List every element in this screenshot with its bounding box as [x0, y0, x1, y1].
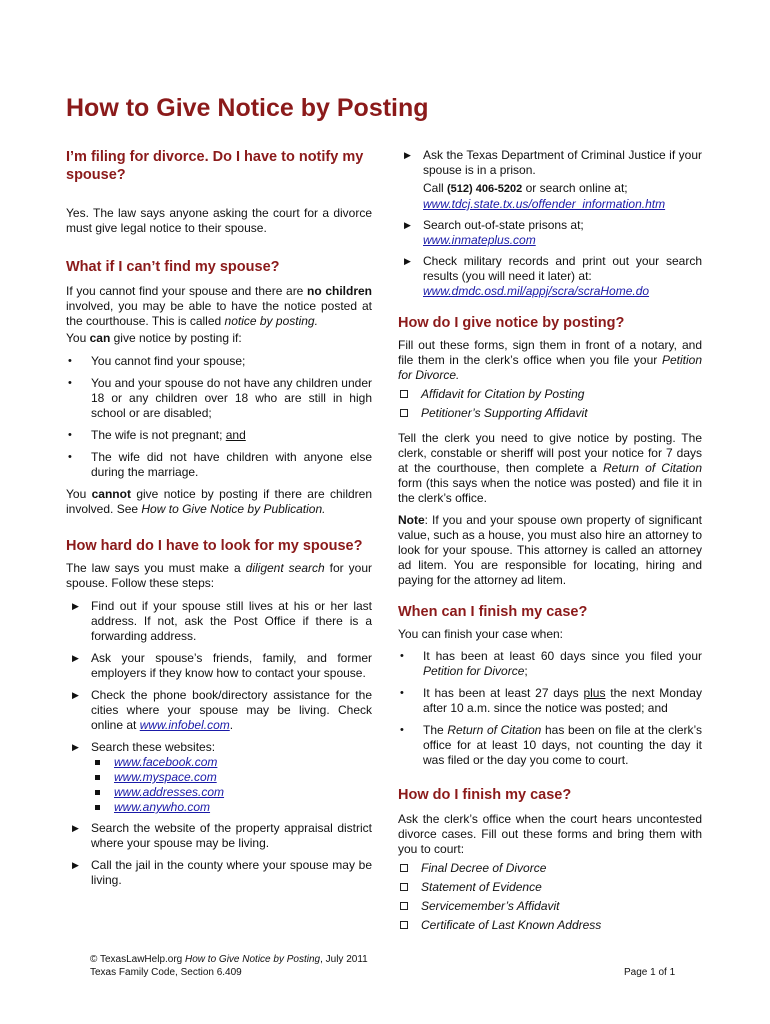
- section-heading-finish-how: How do I finish my case?: [398, 787, 572, 803]
- list-item: [91, 800, 372, 815]
- left-column: [66, 148, 372, 888]
- square-bullet-icon: [95, 760, 100, 765]
- arrow-right-icon: ▶: [72, 653, 79, 663]
- list-item: • The Return of Citation has been on file at the clerk’s office for at least 10 days, not counting the day it was filed or the day you come to court.: [400, 723, 703, 767]
- paragraph-fill-forms: Fill out these forms, sign them in front of a notary, and file them in the clerk’s office when you file your Petition for Divorce.: [398, 338, 702, 382]
- steps-list-continued: [398, 148, 702, 299]
- bullet-icon: •: [400, 724, 404, 736]
- checkbox-icon: [400, 921, 408, 929]
- square-bullet-icon: [95, 805, 100, 810]
- arrow-right-icon: ▶: [404, 150, 411, 160]
- footer-code-reference: Texas Family Code, Section 6.409: [90, 967, 242, 978]
- arrow-right-icon: ▶: [72, 601, 79, 611]
- checkbox-icon: [400, 864, 408, 872]
- bullet-icon: •: [68, 451, 72, 463]
- list-item: [91, 785, 372, 800]
- paragraph-can-post: You can give notice by posting if:: [66, 331, 242, 345]
- list-item: • The wife did not have children with anyone else during the marriage.: [68, 450, 372, 479]
- tdcj-link[interactable]: www.tdcj.state.tx.us/offender_information.htm: [423, 197, 666, 211]
- list-item: • It has been at least 27 days plus the next Monday after 10 a.m. since the notice was posted; and: [400, 686, 702, 715]
- section-heading-give-notice: How do I give notice by posting?: [398, 315, 625, 331]
- list-item: Certificate of Last Known Address: [398, 918, 702, 933]
- list-item: • You cannot find your spouse;: [68, 354, 246, 368]
- section-heading-finish-when: When can I finish my case?: [398, 604, 588, 620]
- right-column: [398, 148, 702, 933]
- page-title: How to Give Notice by Posting: [66, 94, 429, 122]
- paragraph-note: Note: If you and your spouse own property of significant value, such as a house, you must also hire an attorney to look for your spouse. This attorney is called an attorney ad litem. You are responsible for locating, hiring and paying for the attorney ad litem.: [398, 513, 702, 587]
- arrow-right-icon: ▶: [72, 823, 79, 833]
- forms-list-court: [398, 861, 702, 933]
- list-item: Statement of Evidence: [398, 880, 702, 895]
- checkbox-icon: [400, 883, 408, 891]
- list-item: • The wife is not pregnant; and: [68, 428, 246, 442]
- paragraph-tell-clerk: Tell the clerk you need to give notice by posting. The clerk, constable or sheriff will post your notice for 7 days at the courthouse, then complete a Return of Citation form (this says when the notice was posted) and file it in the clerk’s office.: [398, 431, 702, 505]
- list-item: Final Decree of Divorce: [398, 861, 702, 876]
- list-item: [91, 770, 372, 785]
- bullet-icon: •: [68, 429, 72, 441]
- infobel-link[interactable]: www.infobel.com: [139, 718, 230, 732]
- paragraph-no-children: If you cannot find your spouse and there are no children involved, you may be able to have the notice posted at the courthouse. This is called notice by posting.: [66, 284, 373, 328]
- list-item: Petitioner’s Supporting Affidavit: [398, 406, 702, 421]
- inmateplus-link[interactable]: www.inmateplus.com: [423, 233, 536, 247]
- website-link[interactable]: www.facebook.com: [114, 755, 218, 769]
- arrow-right-icon: ▶: [72, 860, 79, 870]
- list-item: ▶ Ask the Texas Department of Criminal Justice if your spouse is in a prison. Call (512) 406-5202 or search online at; www.tdcj.state.tx.us/offender_information.htm: [404, 148, 702, 211]
- checkbox-icon: [400, 902, 408, 910]
- steps-list: [66, 599, 372, 888]
- square-bullet-icon: [95, 790, 100, 795]
- forms-list-posting: [398, 387, 702, 421]
- list-item: ▶ Ask your spouse’s friends, family, and former employers if they know how to contact your spouse.: [72, 651, 372, 680]
- bullet-icon: •: [400, 650, 404, 662]
- bullet-icon: •: [400, 687, 404, 699]
- list-item: ▶ Search these websites: www.facebook.com www.myspace.com www.addresses.com www.anywho.com: [66, 740, 372, 815]
- paragraph-cannot-post: You cannot give notice by posting if there are children involved. See How to Give Notice by Publication.: [66, 487, 372, 516]
- list-item: ▶ Search the website of the property appraisal district where your spouse may be living.: [72, 821, 372, 850]
- list-item: ▶ Check the phone book/directory assistance for the cities where your spouse may be living. Check online at www.infobel.com.: [72, 688, 372, 732]
- page-number: Page 1 of 1: [624, 967, 676, 978]
- list-item: • You and your spouse do not have any children under 18 or any children over 18 who are still in high school or are disabled;: [68, 376, 372, 420]
- list-item: • It has been at least 60 days since you filed your Petition for Divorce;: [400, 649, 702, 678]
- list-item: ▶ Search out-of-state prisons at; www.inmateplus.com: [404, 218, 584, 247]
- bullet-icon: •: [68, 377, 72, 389]
- list-item: ▶ Find out if your spouse still lives at his or her last address. If not, ask the Post Office if there is a forwarding address.: [72, 599, 372, 643]
- footer-copyright: © TexasLawHelp.org How to Give Notice by Posting, July 2011: [90, 954, 368, 965]
- arrow-right-icon: ▶: [404, 220, 411, 230]
- dmdc-link[interactable]: www.dmdc.osd.mil/appj/scra/scraHome.do: [423, 284, 650, 298]
- list-item: ▶ Check military records and print out your search results (you will need it later) at: www.dmdc.osd.mil/appj/scra/scraHome.do: [404, 254, 702, 298]
- list-item: Servicemember’s Affidavit: [398, 899, 702, 914]
- website-link[interactable]: www.anywho.com: [114, 800, 211, 814]
- arrow-right-icon: ▶: [72, 690, 79, 700]
- arrow-right-icon: ▶: [404, 256, 411, 266]
- website-link[interactable]: www.addresses.com: [114, 785, 225, 799]
- website-link[interactable]: www.myspace.com: [114, 770, 217, 784]
- section-heading-notify: I’m filing for divorce. Do I have to notify my spouse?: [66, 149, 364, 183]
- section-heading-cant-find: What if I can’t find my spouse?: [66, 259, 280, 275]
- arrow-right-icon: ▶: [72, 742, 79, 752]
- websites-list: [91, 755, 372, 815]
- section-heading-search: How hard do I have to look for my spouse?: [66, 538, 363, 554]
- list-item: ▶ Call the jail in the county where your spouse may be living.: [72, 858, 372, 887]
- checkbox-icon: [400, 409, 408, 417]
- footer: [90, 953, 368, 979]
- checkbox-icon: [400, 390, 408, 398]
- paragraph-finish-when: You can finish your case when:: [398, 627, 563, 641]
- paragraph-finish-how: Ask the clerk’s office when the court hears uncontested divorce cases. Fill out these forms and bring them with you to court:: [398, 812, 702, 856]
- square-bullet-icon: [95, 775, 100, 780]
- section-text-notify: Yes. The law says anyone asking the court for a divorce must give legal notice to their spouse.: [66, 206, 372, 235]
- paragraph-diligent-search: The law says you must make a diligent search for your spouse. Follow these steps:: [66, 561, 372, 590]
- conditions-list: [66, 354, 372, 480]
- bullet-icon: •: [68, 355, 72, 367]
- finish-conditions-list: [398, 649, 702, 768]
- list-item: [91, 755, 372, 770]
- list-item: Affidavit for Citation by Posting: [398, 387, 702, 402]
